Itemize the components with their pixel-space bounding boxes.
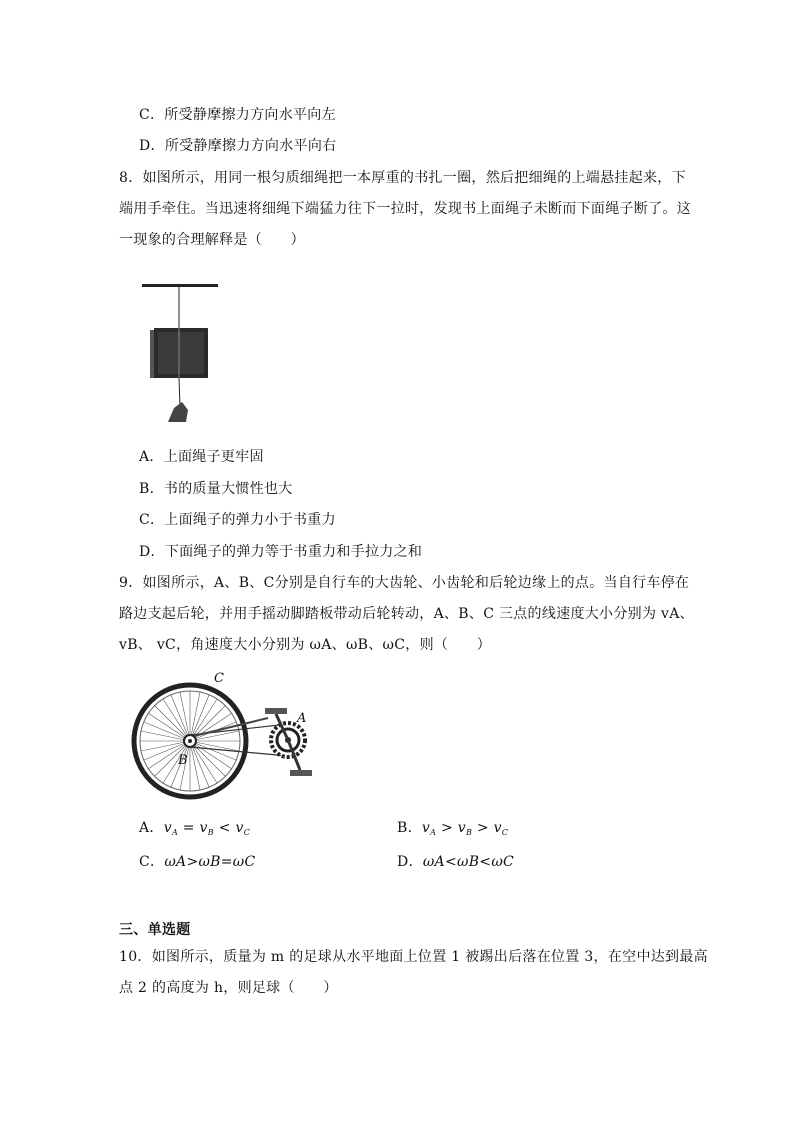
pedal-bottom: [290, 770, 312, 776]
q9-option-c: C．ωA>ωB=ωC: [139, 854, 256, 870]
label-b: B: [178, 753, 188, 768]
rear-wheel: [134, 685, 246, 797]
label-a: A: [297, 711, 307, 726]
q7-option-c: C．所受静摩擦力方向水平向左: [139, 107, 336, 123]
q8-stem-line-1: 8．如图所示，用同一根匀质细绳把一本厚重的书扎一圈，然后把细绳的上端悬挂起来，下: [119, 170, 686, 186]
q9-option-d: D．ωA<ωB<ωC: [397, 854, 515, 870]
q9-option-a: A．$v_A = v_B < v_C$: [139, 820, 251, 837]
q9-stem-line-3: vB、 vC，角速度大小分别为 ωA、ωB、ωC，则（ ）: [119, 637, 492, 653]
q8-option-b: B．书的质量大惯性也大: [139, 481, 293, 497]
q9-option-b: B．$v_A > v_B > v_C$: [397, 820, 509, 837]
q9-stem-line-2: 路边支起后轮，并用手摇动脚踏板带动后轮转动，A、B、C 三点的线速度大小分别为 vA、: [119, 606, 694, 622]
ceiling-bar: [142, 284, 218, 287]
q9-bicycle-figure: [128, 672, 328, 796]
lower-rope: [179, 378, 180, 406]
label-c: C: [214, 671, 224, 686]
hand-icon: [168, 402, 188, 422]
pedal-top: [265, 708, 287, 714]
q8-stem-line-3: 一现象的合理解释是（ ）: [119, 232, 305, 248]
q7-option-d: D．所受静摩擦力方向水平向右: [139, 138, 337, 154]
q9-stem-line-1: 9．如图所示，A、B、C分别是自行车的大齿轮、小齿轮和后轮边缘上的点。当自行车停在: [119, 575, 690, 591]
q8-option-d: D．下面绳子的弹力等于书重力和手拉力之和: [139, 544, 423, 560]
q10-stem-line-1: 10．如图所示，质量为 m 的足球从水平地面上位置 1 被踢出后落在位置 3，在空中达到最高: [119, 949, 708, 965]
q8-stem-line-2: 端用手牵住。当迅速将细绳下端猛力往下一拉时，发现书上面绳子未断而下面绳子断了。这: [119, 201, 691, 217]
section-heading: 三、单选题: [119, 922, 191, 938]
q8-book-figure: [140, 280, 230, 425]
q10-stem-line-2: 点 2 的高度为 h，则足球（ ）: [119, 980, 338, 996]
q8-option-a: A．上面绳子更牢固: [139, 449, 264, 465]
q8-option-c: C．上面绳子的弹力小于书重力: [139, 512, 336, 528]
